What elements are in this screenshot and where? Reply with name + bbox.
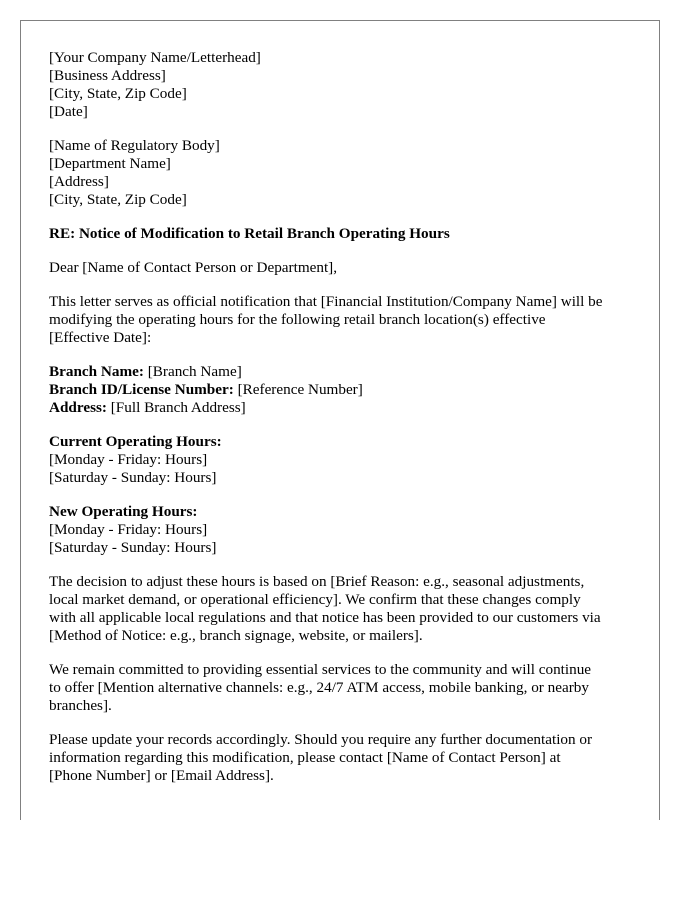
closing-line: information regarding this modification, please contact [Name of Contact Person] at	[49, 749, 561, 766]
reason-line: The decision to adjust these hours is based on [Brief Reason: e.g., seasonal adjustments,	[49, 573, 585, 590]
intro-line: modifying the operating hours for the following retail branch location(s) effective	[49, 311, 546, 328]
subject-text: RE: Notice of Modification to Retail Branch Operating Hours	[49, 225, 450, 242]
recipient-name: [Name of Regulatory Body]	[49, 137, 220, 154]
branch-address-label: Address:	[49, 399, 107, 416]
sender-city-state-zip: [City, State, Zip Code]	[49, 85, 187, 102]
branch-id-row	[49, 381, 641, 399]
branch-name-value: [Branch Name]	[143, 363, 242, 380]
branch-id-value: [Reference Number]	[233, 381, 363, 398]
recipient-address: [Address]	[49, 173, 109, 190]
current-hours-section	[49, 433, 641, 487]
commitment-line: to offer [Mention alternative channels: e.g., 24/7 ATM access, mobile banking, or nearby	[49, 679, 589, 696]
intro-line: This letter serves as official notification that [Financial Institution/Company Name] will be	[49, 293, 603, 310]
new-hours-heading: New Operating Hours:	[49, 503, 198, 520]
sender-block	[49, 49, 641, 121]
branch-address-row	[49, 399, 641, 417]
recipient-department: [Department Name]	[49, 155, 171, 172]
intro-paragraph	[49, 293, 641, 347]
recipient-block	[49, 137, 641, 209]
sender-company: [Your Company Name/Letterhead]	[49, 49, 261, 66]
new-hours-weekend: [Saturday - Sunday: Hours]	[49, 539, 217, 556]
reason-line: [Method of Notice: e.g., branch signage, website, or mailers].	[49, 627, 423, 644]
letter-date: [Date]	[49, 103, 88, 120]
current-hours-heading: Current Operating Hours:	[49, 433, 222, 450]
branch-details	[49, 363, 641, 417]
closing-paragraph	[49, 731, 641, 785]
branch-name-row	[49, 363, 641, 381]
subject-line	[49, 225, 641, 243]
salutation	[49, 259, 641, 277]
commitment-paragraph	[49, 661, 641, 715]
reason-paragraph	[49, 573, 641, 645]
letter-body	[49, 49, 641, 801]
intro-line: [Effective Date]:	[49, 329, 152, 346]
reason-line: with all applicable local regulations and that notice has been provided to our customers via	[49, 609, 601, 626]
new-hours-section	[49, 503, 641, 557]
reason-line: local market demand, or operational efficiency]. We confirm that these changes comply	[49, 591, 581, 608]
branch-name-label: Branch Name:	[49, 363, 144, 380]
current-hours-weekend: [Saturday - Sunday: Hours]	[49, 469, 217, 486]
recipient-city-state-zip: [City, State, Zip Code]	[49, 191, 187, 208]
branch-address-value: [Full Branch Address]	[106, 399, 246, 416]
branch-id-label: Branch ID/License Number:	[49, 381, 234, 398]
current-hours-weekday: [Monday - Friday: Hours]	[49, 451, 208, 468]
salutation-text: Dear [Name of Contact Person or Department],	[49, 259, 338, 276]
commitment-line: branches].	[49, 697, 112, 714]
sender-address: [Business Address]	[49, 67, 166, 84]
commitment-line: We remain committed to providing essential services to the community and will continue	[49, 661, 592, 678]
closing-line: Please update your records accordingly. Should you require any further documentation or	[49, 731, 593, 748]
closing-line: [Phone Number] or [Email Address].	[49, 767, 274, 784]
letter-page	[20, 20, 660, 820]
new-hours-weekday: [Monday - Friday: Hours]	[49, 521, 208, 538]
